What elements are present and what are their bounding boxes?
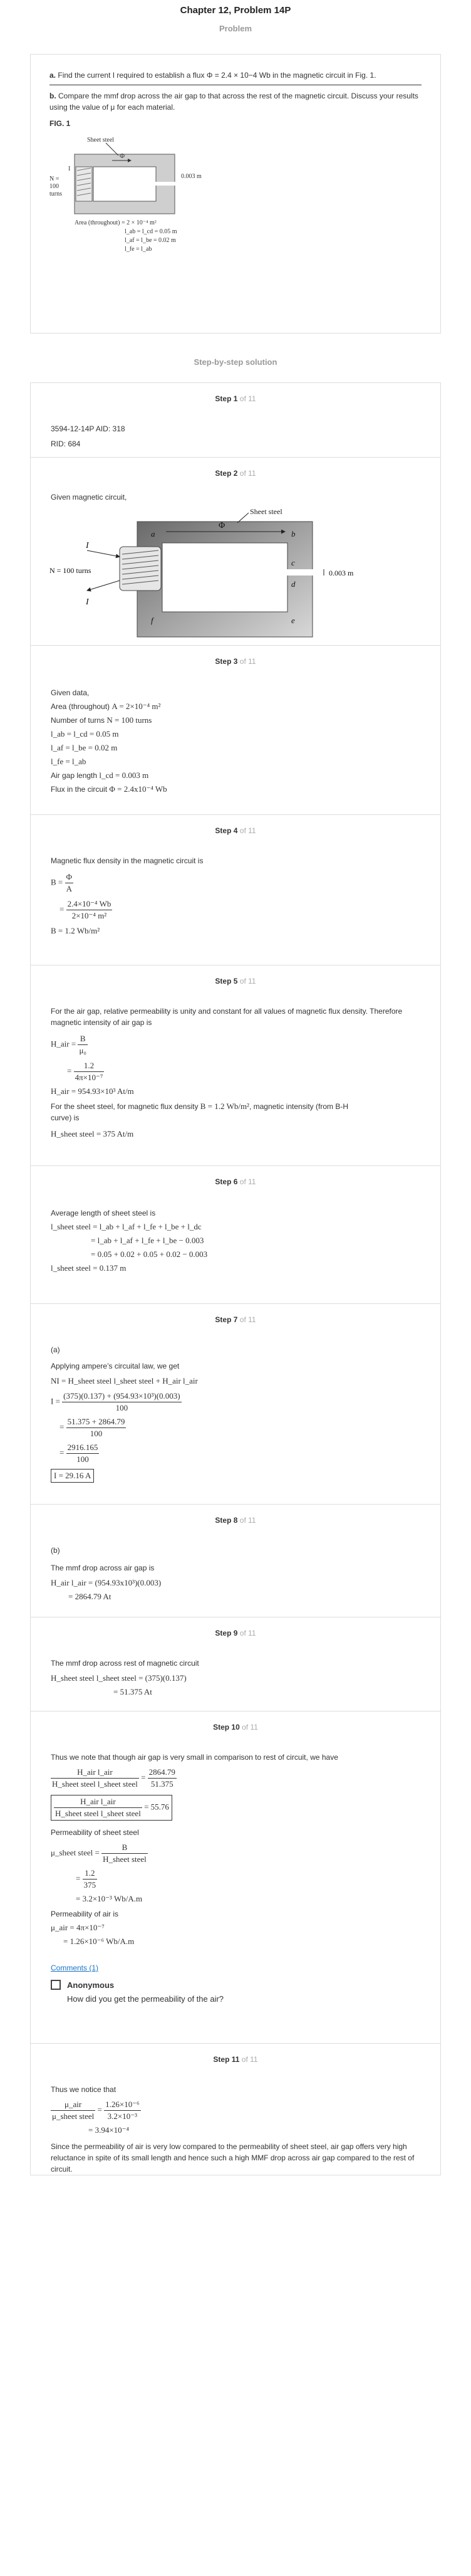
mu2-den: 375 <box>83 1880 96 1890</box>
ratio-fraction <box>51 1767 139 1790</box>
mu-formula <box>51 1842 420 1865</box>
step-6-intro: Average length of sheet steel is <box>51 1209 156 1217</box>
node-c: c <box>291 558 295 567</box>
step-6 <box>30 1166 441 1304</box>
h-sheet: H_sheet steel = 375 At/m <box>51 1129 134 1138</box>
step-of: of 11 <box>239 394 256 403</box>
current-label: I <box>68 166 71 172</box>
comment <box>51 1980 420 2005</box>
gap-label: Air gap length <box>51 771 98 780</box>
node-d: d <box>291 579 296 589</box>
ratio2-num: 2864.79 <box>148 1767 177 1779</box>
step-1-line-2: RID: 684 <box>51 439 81 448</box>
b-lhs: B = <box>51 877 63 887</box>
perm-sheet-label: Permeability of sheet steel <box>51 1828 139 1837</box>
ratio-den: H_sheet steel l_sheet steel <box>52 1779 138 1789</box>
b-den: A <box>66 884 72 893</box>
step-8 <box>30 1505 441 1617</box>
perm-ratio2-num: 1.26×10⁻⁶ <box>104 2099 140 2111</box>
length-eq-2: l_af = l_be = 0.02 m <box>51 743 118 752</box>
phi-symbol: Φ <box>219 521 225 530</box>
i-formula <box>51 1391 420 1414</box>
b-fraction <box>65 871 74 895</box>
step-8-intro: The mmf drop across air gap is <box>51 1564 155 1572</box>
current-out: I <box>86 597 89 607</box>
length-3: l_fe = l_ab <box>125 246 152 253</box>
length-2: l_af = l_be = 0.02 m <box>125 237 176 244</box>
problem-heading: Problem <box>219 24 252 33</box>
turns-row <box>51 713 420 727</box>
sheet-b: B = 1.2 Wb/m² <box>200 1101 249 1111</box>
step-1 <box>30 382 441 458</box>
ratio2-fraction <box>148 1767 177 1790</box>
turns-n-label: N = <box>49 176 60 182</box>
page-title: Chapter 12, Problem 14P <box>180 5 291 16</box>
step-2-intro: Given magnetic circuit, <box>51 493 127 502</box>
step-number: Step 7 <box>215 1315 238 1324</box>
step-of: of 11 <box>239 469 256 478</box>
step-of: of 11 <box>239 977 256 986</box>
i1-den: 100 <box>115 1403 128 1412</box>
mu-fraction <box>101 1842 148 1865</box>
step-of: of 11 <box>239 1177 256 1186</box>
ampere-law: NI = H_sheet steel l_sheet steel + H_air l_air <box>51 1376 198 1385</box>
h2-num: 1.2 <box>74 1060 105 1072</box>
h-num: B <box>78 1033 88 1045</box>
core-window <box>162 543 287 612</box>
step-number: Step 9 <box>215 1629 238 1638</box>
figure-label: FIG. 1 <box>49 119 71 128</box>
step-number: Step 10 <box>213 1723 240 1732</box>
mmf-sheet-1: H_sheet steel l_sheet steel = (375)(0.137) <box>51 1673 187 1683</box>
step-5-intro: For the air gap, relative permeability is unity and constant for all values of magnetic flux density. Therefore magnetic intensity of air gap is <box>51 1007 403 1027</box>
step-9-header <box>31 1617 440 1649</box>
problem-figure <box>49 130 250 262</box>
mmf-air-1: H_air l_air = (954.93x10³)(0.003) <box>51 1578 162 1587</box>
flux-eq: Φ = 2.4x10⁻⁴ Wb <box>109 784 167 794</box>
step-11 <box>30 2044 441 2175</box>
ratio-boxed <box>51 1795 172 1821</box>
area-label: Area (throughout) <box>51 702 110 711</box>
step-3-intro: Given data, <box>51 688 90 697</box>
length-line-3: = 0.05 + 0.02 + 0.05 + 0.02 − 0.003 <box>91 1249 208 1259</box>
i2-den: 100 <box>90 1429 103 1438</box>
i1-fraction <box>62 1391 181 1414</box>
sheet-steel-label: Sheet steel <box>250 507 282 516</box>
i2-num: 51.375 + 2864.79 <box>66 1416 127 1428</box>
comment-avatar <box>51 1980 61 1990</box>
b-substitution: = $\frac{\text{2.4×10⁻⁴ Wb}}{\text{2×10⁻⁴ m²}}$ <box>60 899 111 920</box>
i3-fraction <box>66 1442 100 1465</box>
solution-heading: Step-by-step solution <box>194 357 277 367</box>
b2-fraction <box>66 898 113 922</box>
node-a: a <box>151 529 155 539</box>
mu-num: B <box>101 1842 148 1854</box>
step-of: of 11 <box>239 826 256 835</box>
area-label: Area (throughout) = 2 × 10⁻⁴ m² <box>75 219 157 226</box>
i3-row: = $\frac{2916.165}{100}$ <box>60 1443 98 1464</box>
air-gap <box>153 182 177 186</box>
length-eq-3: l_fe = l_ab <box>51 757 86 766</box>
turns-label: N = 100 turns <box>49 566 91 575</box>
step-7-intro: Applying ampere’s circuital law, we get <box>51 1362 180 1370</box>
i-result: I = 29.16 A <box>51 1469 94 1483</box>
sheet-text-b: , magnetic intensity (from B-H <box>249 1102 349 1111</box>
i3-num: 2916.165 <box>66 1442 100 1454</box>
area-row <box>51 700 420 713</box>
h-substitution: = $\frac{1.2}{\text{4π×10⁻⁷}}$ <box>67 1061 103 1082</box>
perm-ratio-den: μ_sheet steel <box>52 2111 95 2121</box>
i2-row: = $\frac{51.375 + 2864.79}{100}$ <box>60 1417 125 1438</box>
step-number: Step 6 <box>215 1177 238 1186</box>
b-formula <box>51 871 420 895</box>
length-line-2: = l_ab + l_af + l_fe + l_be − 0.003 <box>91 1236 204 1245</box>
mu-air-1: μ_air = 4π×10⁻⁷ <box>51 1923 105 1932</box>
step-number: Step 11 <box>213 2055 240 2064</box>
h2-den: 4π×10⁻⁷ <box>75 1073 103 1082</box>
i1-num: (375)(0.137) + (954.93×10³)(0.003) <box>62 1391 181 1402</box>
perm-ratio-fraction <box>51 2099 95 2122</box>
node-f: f <box>151 616 153 625</box>
step-number: Step 2 <box>215 469 238 478</box>
b-result: B = 1.2 Wb/m² <box>51 926 100 935</box>
circuit-figure <box>49 504 425 642</box>
perm-air-label: Permeability of air is <box>51 1910 119 1918</box>
part-a-text: Find the current I required to establish a flux Φ = 2.4 × 10−4 Wb in the magnetic circuit in Fig. 1. <box>58 71 376 80</box>
sheet-steel-label: Sheet steel <box>87 137 115 144</box>
comments-link[interactable]: Comments (1) <box>51 1964 99 1972</box>
step-of: of 11 <box>239 1315 256 1324</box>
length-1: l_ab = l_cd = 0.05 m <box>125 228 177 235</box>
step-8-header <box>31 1505 440 1536</box>
gap-label: 0.003 m <box>329 569 354 577</box>
ratio-boxed-row <box>51 1795 420 1821</box>
step-number: Step 8 <box>215 1516 238 1525</box>
perm-ratio2-fraction <box>104 2099 140 2122</box>
turns-label: Number of turns <box>51 716 105 725</box>
step-4 <box>30 815 441 965</box>
gap-row <box>51 769 420 782</box>
step-of: of 11 <box>239 657 256 666</box>
mu2-fraction <box>83 1868 98 1891</box>
step-4-intro: Magnetic flux density in the magnetic circuit is <box>51 856 204 865</box>
problem-part-a <box>49 70 422 81</box>
step-10-intro: Thus we note that though air gap is very small in comparison to rest of circuit, we have <box>51 1753 338 1762</box>
mu-air-2: = 1.26×10⁻⁶ Wb/A.m <box>63 1937 135 1946</box>
air-gap <box>285 569 315 576</box>
step-of: of 11 <box>239 1516 256 1525</box>
step-7 <box>30 1304 441 1505</box>
step-5 <box>30 965 441 1166</box>
step-number: Step 1 <box>215 394 238 403</box>
turns-eq: N = 100 turns <box>106 715 152 725</box>
node-b: b <box>291 529 296 539</box>
part-b-text: Compare the mmf drop across the air gap to that across the rest of the magnetic circuit. Discuss your results using the value of μ for each material. <box>49 92 418 112</box>
step-9 <box>30 1617 441 1711</box>
step-9-intro: The mmf drop across rest of magnetic circuit <box>51 1659 199 1668</box>
turns-unit-label: turns <box>49 191 62 197</box>
step-1-header <box>31 383 440 414</box>
step-5-header <box>31 965 440 997</box>
mu2-num: 1.2 <box>83 1868 98 1879</box>
ratio2-den: 51.375 <box>150 1779 173 1789</box>
ratio-num: H_air l_air <box>54 1796 142 1808</box>
h-formula <box>51 1033 420 1056</box>
b2-num: 2.4×10⁻⁴ Wb <box>66 898 113 910</box>
mmf-sheet-2: = 51.375 At <box>113 1687 152 1696</box>
mu-lhs: μ_sheet steel = <box>51 1848 100 1858</box>
turns-value-label: 100 <box>49 183 59 190</box>
ratio-row: $\frac{\text{H\_air l\_air}}{\text{H\_sheet steel l\_sheet steel}}$ = $\frac{2864.79}{51.375}$ <box>52 1767 175 1789</box>
step-of: of 11 <box>242 1723 258 1732</box>
part-a-label: (a) <box>51 1345 60 1354</box>
step-of: of 11 <box>239 1629 256 1638</box>
step-10 <box>30 1711 441 2044</box>
current-in: I <box>86 541 89 550</box>
step-10-header <box>31 1711 440 1743</box>
step-of: of 11 <box>241 2055 258 2064</box>
h-result: H_air = 954.93×10³ At/m <box>51 1086 134 1096</box>
sheet-text-a: For the sheet steel, for magnetic flux density <box>51 1102 199 1111</box>
length-eq-1: l_ab = l_cd = 0.05 m <box>51 729 119 739</box>
core-window <box>93 167 156 201</box>
i2-fraction <box>66 1416 127 1439</box>
step-number: Step 5 <box>215 977 238 986</box>
h-fraction <box>78 1033 88 1056</box>
length-line-4: l_sheet steel = 0.137 m <box>51 1263 127 1273</box>
phi-symbol: Φ <box>120 152 125 160</box>
step-6-header <box>31 1166 440 1197</box>
step-11-header <box>31 2044 440 2075</box>
mu-result: = 3.2×10⁻³ Wb/A.m <box>76 1894 143 1903</box>
i3-den: 100 <box>76 1454 89 1464</box>
flux-label: Flux in the circuit <box>51 785 108 794</box>
step-2-header <box>31 458 440 489</box>
h-den: μ₀ <box>79 1046 86 1055</box>
step-number: Step 3 <box>215 657 238 666</box>
gap-label: 0.003 m <box>181 173 202 180</box>
perm-ratio-result: = 3.94×10⁻⁴ <box>88 2125 130 2135</box>
step-4-header <box>31 815 440 846</box>
conclusion: Since the permeability of air is very low compared to the permeability of sheet steel, air gap offers very high reluctance in spite of its small length and hence such a high MMF drop across air gap compared to the rest of circuit. <box>51 2142 415 2174</box>
length-line-1: l_sheet steel = l_ab + l_af + l_fe + l_be + l_dc <box>51 1222 202 1231</box>
perm-ratio2-den: 3.2×10⁻³ <box>107 2111 138 2121</box>
mu2-row: = $\frac{1.2}{375}$ <box>76 1868 96 1890</box>
perm-ratio-num: μ_air <box>51 2099 95 2111</box>
step-3 <box>30 646 441 815</box>
part-a-label: a. <box>49 71 56 80</box>
b2-den: 2×10⁻⁴ m² <box>71 911 107 920</box>
step-7-header <box>31 1304 440 1335</box>
mmf-air-2: = 2864.79 At <box>68 1592 111 1601</box>
gap-eq: l_cd = 0.003 m <box>99 770 149 780</box>
node-e: e <box>291 616 295 625</box>
i-lhs: I = <box>51 1396 60 1406</box>
ratio-result: = 55.76 <box>144 1802 169 1812</box>
mu-den: H_sheet steel <box>103 1854 147 1864</box>
step-1-line-1: 3594-12-14P AID: 318 <box>51 424 125 433</box>
perm-ratio-row: $\frac{\text{μ\_air}}{\text{μ\_sheet steel}}$ = $\frac{\text{1.26×10⁻⁶}}{\text{3.2×10⁻³}}$ <box>52 2100 140 2121</box>
h2-fraction <box>74 1060 105 1083</box>
ratio-num: H_air l_air <box>51 1767 139 1779</box>
b-num: Φ <box>65 871 74 883</box>
comment-text: How did you get the permeability of the air? <box>67 1994 224 2004</box>
part-b-label: b. <box>49 92 56 100</box>
flux-row <box>51 782 420 796</box>
sheet-text-c: curve) is <box>51 1113 80 1122</box>
ratio-den: H_sheet steel l_sheet steel <box>55 1809 141 1818</box>
step-11-intro: Thus we notice that <box>51 2085 116 2094</box>
step-2 <box>30 458 441 646</box>
step-number: Step 4 <box>215 826 238 835</box>
comment-author: Anonymous <box>67 1980 115 1990</box>
problem-part-b <box>49 90 422 113</box>
problem-card <box>30 54 441 334</box>
step-3-header <box>31 646 440 677</box>
sheet-steel-text <box>51 1101 420 1112</box>
h-lhs: H_air = <box>51 1039 76 1049</box>
area-eq: A = 2×10⁻⁴ m² <box>111 702 161 711</box>
part-b-label: (b) <box>51 1546 60 1555</box>
